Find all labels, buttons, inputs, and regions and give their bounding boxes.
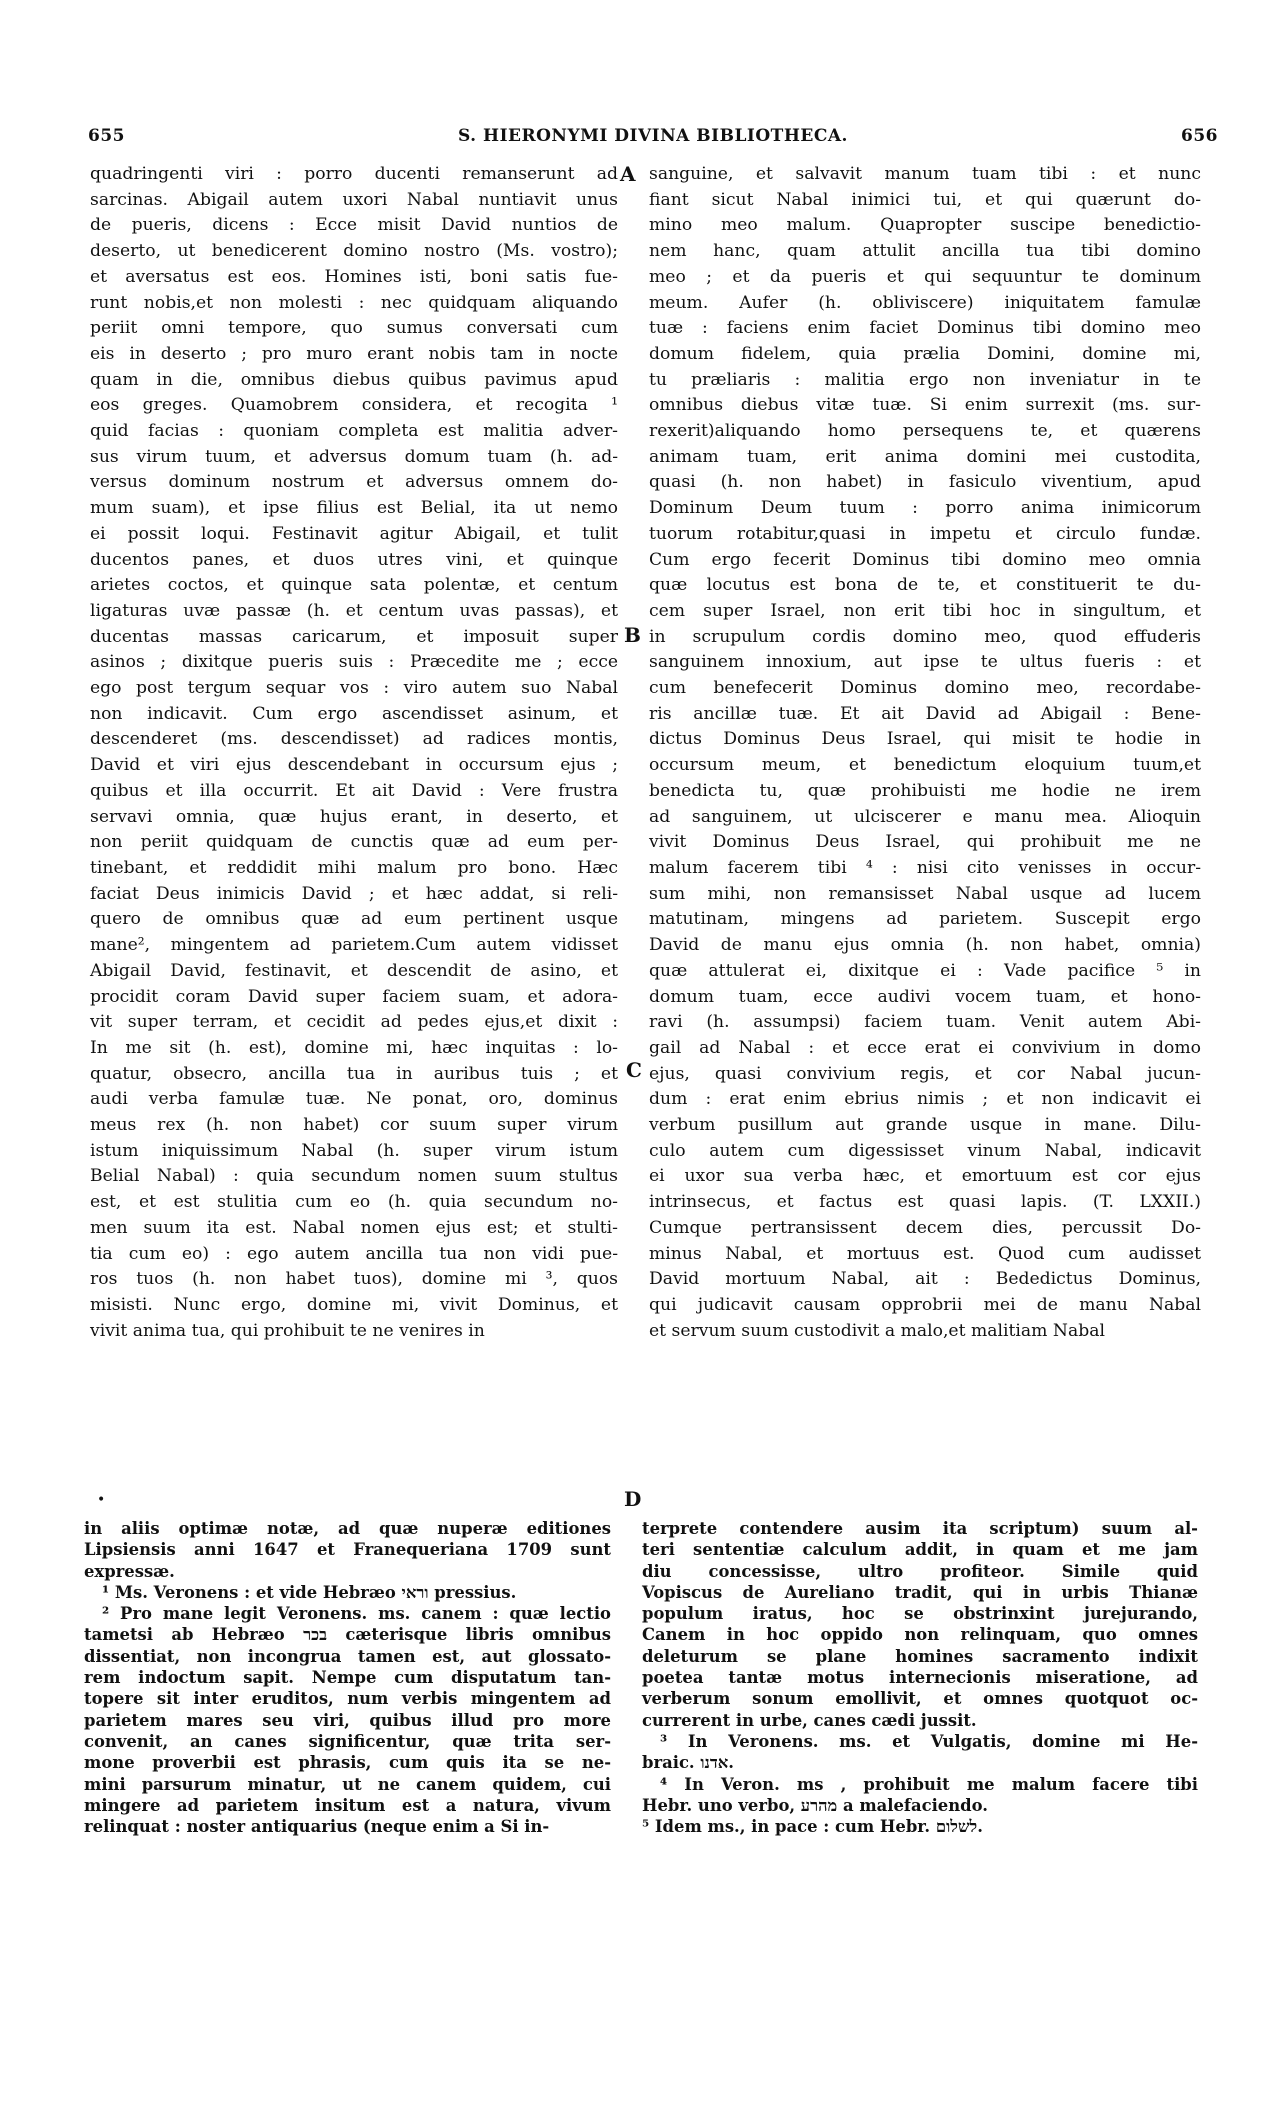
text-line: ejus, quasi convivium regis, et cor Nabal jucun- (649, 1063, 1201, 1084)
text-line: vivit anima tua, qui prohibuit te ne venires in (90, 1320, 485, 1341)
left-column-text (90, 162, 618, 1344)
text-line: omnibus diebus vitæ tuæ. Si enim surrexit (ms. sur- (649, 395, 1201, 416)
text-line: ad sanguinem, ut ulciscerer e manu mea. Alioquin (649, 806, 1201, 827)
margin-letter-a: A (620, 162, 636, 186)
text-line: deserto, ut benedicerent domino nostro (Ms. vostro); (90, 241, 618, 262)
text-line: Belial Nabal) : quia secundum nomen suum stultus (90, 1166, 618, 1187)
text-line: quam in die, omnibus diebus quibus pavimus apud (90, 369, 618, 390)
text-line: Cum ergo fecerit Dominus tibi domino meo omnia (649, 549, 1201, 570)
text-line: in scrupulum cordis domino meo, quod effuderis (649, 626, 1201, 647)
margin-letter-b: B (624, 623, 641, 647)
text-line: mane², mingentem ad parietem.Cum autem vidisset (90, 935, 618, 956)
text-line: fiant sicut Nabal inimici tui, et qui quærunt do- (649, 189, 1201, 210)
footnote-line: mingere ad parietem insitum est a natura, vivum (84, 1795, 611, 1815)
text-line: tia cum eo) : ego autem ancilla tua non vidi pue- (90, 1243, 618, 1264)
footnote-line: ⁴ In Veron. ms , prohibuit me malum facere tibi (660, 1774, 1198, 1794)
footnote-line: ³ In Veronens. ms. et Vulgatis, domine mi He- (660, 1731, 1198, 1751)
text-line: istum iniquissimum Nabal (h. super virum istum (90, 1140, 618, 1161)
text-line: intrinsecus, et factus est quasi lapis. (T. LXXII.) (649, 1192, 1201, 1213)
text-line: tu præliaris : malitia ergo non inveniatur in te (649, 369, 1201, 390)
text-line: dictus Dominus Deus Israel, qui misit te hodie in (649, 729, 1201, 750)
footnote-line: dissentiat, non incongrua tamen est, aut glossato- (84, 1646, 611, 1666)
footnote-line: currerent in urbe, canes cædi jussit. (642, 1710, 977, 1730)
text-line: benedicta tu, quæ prohibuisti me hodie ne irem (649, 780, 1201, 801)
page-number-left: 655 (88, 126, 125, 146)
text-line: cum benefecerit Dominus domino meo, recordabe- (649, 678, 1201, 699)
text-line: sum mihi, non remansisset Nabal usque ad lucem (649, 883, 1201, 904)
text-line: ducentos panes, et duos utres vini, et quinque (90, 549, 618, 570)
text-line: ducentas massas caricarum, et imposuit super (90, 626, 618, 647)
text-line: occursum meum, et benedictum eloquium tuum,et (649, 755, 1201, 776)
left-footnotes (84, 1518, 611, 1837)
text-line: qui judicavit causam opprobrii mei de manu Nabal (649, 1294, 1201, 1315)
text-line: quæ attulerat ei, dixitque ei : Vade pacifice ⁵ in (649, 960, 1201, 981)
footnote-line: rem indoctum sapit. Nempe cum disputatum tan- (84, 1668, 611, 1688)
text-line: eos greges. Quamobrem considera, et recogita ¹ (90, 395, 618, 416)
text-line: asinos ; dixitque pueris suis : Præcedite me ; ecce (90, 652, 618, 673)
footnote-line: teri sententiæ calculum addit, in quam et me jam (642, 1540, 1198, 1560)
text-line: mino meo malum. Quapropter suscipe benedictio- (649, 215, 1201, 236)
text-line: de pueris, dicens : Ecce misit David nuntios de (90, 215, 618, 236)
text-line: meum. Aufer (h. obliviscere) iniquitatem famulæ (649, 292, 1201, 313)
footnote-line: Canem in hoc oppido non relinquam, quo omnes (642, 1625, 1198, 1645)
text-line: sanguine, et salvavit manum tuam tibi : et nunc (649, 164, 1201, 184)
text-line: dum : erat enim ebrius nimis ; et non indicavit ei (649, 1089, 1201, 1110)
text-line: culo autem cum digessisset vinum Nabal, indicavit (649, 1140, 1201, 1161)
text-line: quibus et illa occurrit. Et ait David : Vere frustra (90, 780, 618, 801)
text-line: nem hanc, quam attulit ancilla tua tibi domino (649, 241, 1201, 262)
right-column-text (649, 162, 1201, 1344)
text-line: vit super terram, et cecidit ad pedes ejus,et dixit : (90, 1012, 618, 1033)
text-line: quid facias : quoniam completa est malitia adver- (90, 421, 618, 442)
footnote-line: expressæ. (84, 1561, 175, 1581)
text-line: est, et est stulitia cum eo (h. quia secundum no- (90, 1192, 618, 1213)
text-line: servavi omnia, quæ hujus erant, in deserto, et (90, 806, 618, 827)
text-line: meus rex (h. non habet) cor suum super virum (90, 1115, 618, 1136)
text-line: domum fidelem, quia prælia Domini, domine mi, (649, 343, 1201, 364)
footnote-line: diu concessisse, ultro profiteor. Simile quid (642, 1561, 1198, 1581)
text-line: ris ancillæ tuæ. Et ait David ad Abigail : Bene- (649, 703, 1201, 724)
text-line: In me sit (h. est), domine mi, hæc inquitas : lo- (90, 1037, 618, 1058)
footnote-line: verberum sonum emollivit, et omnes quotquot oc- (642, 1689, 1198, 1709)
running-header (88, 126, 1218, 150)
text-line: periit omni tempore, quo sumus conversati cum (90, 318, 618, 339)
footnote-line: Vopiscus de Aureliano tradit, qui in urbis Thianæ (642, 1582, 1198, 1602)
text-line: matutinam, mingens ad parietem. Suscepit ergo (649, 909, 1201, 930)
text-line: ligaturas uvæ passæ (h. et centum uvas passas), et (90, 600, 618, 621)
text-line: ravi (h. assumpsi) faciem tuam. Venit autem Abi- (649, 1012, 1201, 1033)
text-line: men suum ita est. Nabal nomen ejus est; et stulti- (90, 1217, 618, 1238)
text-line: Cumque pertransissent decem dies, percussit Do- (649, 1217, 1201, 1238)
footnote-line: Lipsiensis anni 1647 et Franequeriana 1709 sunt (84, 1540, 611, 1560)
text-line: quasi (h. non habet) in fasiculo viventium, apud (649, 472, 1201, 493)
text-line: runt nobis,et non molesti : nec quidquam aliquando (90, 292, 618, 313)
margin-letter-c: C (626, 1058, 642, 1082)
text-line: tuorum rotabitur,quasi in impetu et circulo fundæ. (649, 523, 1201, 544)
text-line: David mortuum Nabal, ait : Bededictus Dominus, (649, 1269, 1201, 1290)
footnote-line: mini parsurum minatur, ut ne canem quidem, cui (84, 1774, 611, 1794)
running-title: S. HIERONYMI DIVINA BIBLIOTHECA. (458, 126, 848, 146)
text-line: versus dominum nostrum et adversus omnem do- (90, 472, 618, 493)
text-line: animam tuam, erit anima domini mei custodita, (649, 446, 1201, 467)
footnote-line: populum iratus, hoc se obstrinxint jurejurando, (642, 1604, 1198, 1624)
footnote-line: deleturum se plane homines sacramento indixit (642, 1646, 1198, 1666)
text-line: meo ; et da pueris et qui sequuntur te dominum (649, 266, 1201, 287)
text-line: vivit Dominus Deus Israel, qui prohibuit me ne (649, 832, 1201, 853)
text-line: David et viri ejus descendebant in occursum ejus ; (90, 755, 618, 776)
text-line: procidit coram David super faciem suam, et adora- (90, 986, 618, 1007)
text-line: ros tuos (h. non habet tuos), domine mi ³, quos (90, 1269, 618, 1290)
text-line: David de manu ejus omnia (h. non habet, omnia) (649, 935, 1201, 956)
footnote-line: ² Pro mane legit Veronens. ms. canem : quæ lectio (102, 1604, 611, 1624)
text-line: Dominum Deum tuum : porro anima inimicorum (649, 498, 1201, 519)
footnote-line: poetea tantæ motus internecionis miseratione, ad (642, 1668, 1198, 1688)
text-line: rexerit)aliquando homo persequens te, et quærens (649, 421, 1201, 442)
text-line: ego post tergum sequar vos : viro autem suo Nabal (90, 678, 618, 699)
text-line: eis in deserto ; pro muro erant nobis tam in nocte (90, 343, 618, 364)
text-line: non periit quidquam de cunctis quæ ad eum per- (90, 832, 618, 853)
footnote-line: parietem mares seu viri, quibus illud pro more (84, 1710, 611, 1730)
text-line: misisti. Nunc ergo, domine mi, vivit Dominus, et (90, 1294, 618, 1315)
text-line: et aversatus est eos. Homines isti, boni satis fue- (90, 266, 618, 287)
footnote-line: relinquat : noster antiquarius (neque enim a Si in- (84, 1817, 550, 1837)
text-line: verbum pusillum aut grande usque in mane. Dilu- (649, 1115, 1201, 1136)
footnote-line: terprete contendere ausim ita scriptum) suum al- (642, 1519, 1198, 1538)
text-line: faciat Deus inimicis David ; et hæc addat, si reli- (90, 883, 618, 904)
footnote-line: ⁵ Idem ms., in pace : cum Hebr. לשלום. (642, 1817, 983, 1837)
text-line: quatur, obsecro, ancilla tua in auribus tuis ; et (90, 1063, 618, 1084)
footnote-line: mone proverbii est phrasis, cum quis ita se ne- (84, 1753, 611, 1773)
footnote-line: convenit, an canes significentur, quæ trita ser- (84, 1731, 611, 1751)
text-line: audi verba famulæ tuæ. Ne ponat, oro, dominus (90, 1089, 618, 1110)
text-line: quæ locutus est bona de te, et constituerit te du- (649, 575, 1201, 596)
footnote-line: Hebr. uno verbo, מהרע a malefaciendo. (642, 1795, 988, 1815)
text-line: tinebant, et reddidit mihi malum pro bono. Hæc (90, 857, 618, 878)
text-line: cem super Israel, non erit tibi hoc in singultum, et (649, 600, 1201, 621)
text-line: et servum suum custodivit a malo,et malitiam Nabal (649, 1320, 1105, 1341)
text-line: domum tuam, ecce audivi vocem tuam, et hono- (649, 986, 1201, 1007)
text-line: Abigail David, festinavit, et descendit de asino, et (90, 960, 618, 981)
footnote-line: tametsi ab Hebræo בכר cæterisque libris omnibus (84, 1625, 611, 1645)
text-line: ei possit loqui. Festinavit agitur Abigail, et tulit (90, 523, 618, 544)
text-line: minus Nabal, et mortuus est. Quod cum audisset (649, 1243, 1201, 1264)
footnote-line: ¹ Ms. Veronens : et vide Hebræo וראי pressius. (102, 1582, 517, 1602)
footnote-line: braic. אדנו. (642, 1753, 734, 1773)
text-line: gail ad Nabal : et ecce erat ei convivium in domo (649, 1037, 1201, 1058)
text-line: quadringenti viri : porro ducenti remanserunt ad (90, 164, 618, 184)
text-line: malum facerem tibi ⁴ : nisi cito venisses in occur- (649, 857, 1201, 878)
text-line: arietes coctos, et quinque sata polentæ, et centum (90, 575, 618, 596)
text-line: sanguinem innoxium, aut ipse te ultus fueris : et (649, 652, 1201, 673)
footnote-line: in aliis optimæ notæ, ad quæ nuperæ editiones (84, 1519, 611, 1538)
text-line: non indicavit. Cum ergo ascendisset asinum, et (90, 703, 618, 724)
text-line: sus virum tuum, et adversus domum tuam (h. ad- (90, 446, 618, 467)
text-line: descenderet (ms. descendisset) ad radices montis, (90, 729, 618, 750)
text-line: sarcinas. Abigail autem uxori Nabal nuntiavit unus (90, 189, 618, 210)
text-line: ei uxor sua verba hæc, et emortuum est cor ejus (649, 1166, 1201, 1187)
margin-letter-d: D (624, 1487, 642, 1511)
text-line: tuæ : faciens enim faciet Dominus tibi domino meo (649, 318, 1201, 339)
text-line: mum suam), et ipse filius est Belial, ita ut nemo (90, 498, 618, 519)
right-footnotes (642, 1518, 1198, 1837)
footnote-line: topere sit inter eruditos, num verbis mingentem ad (84, 1689, 611, 1709)
page-number-right: 656 (1181, 126, 1218, 146)
text-line: quero de omnibus quæ ad eum pertinent usque (90, 909, 618, 930)
separator-dot: • (97, 1492, 106, 1508)
